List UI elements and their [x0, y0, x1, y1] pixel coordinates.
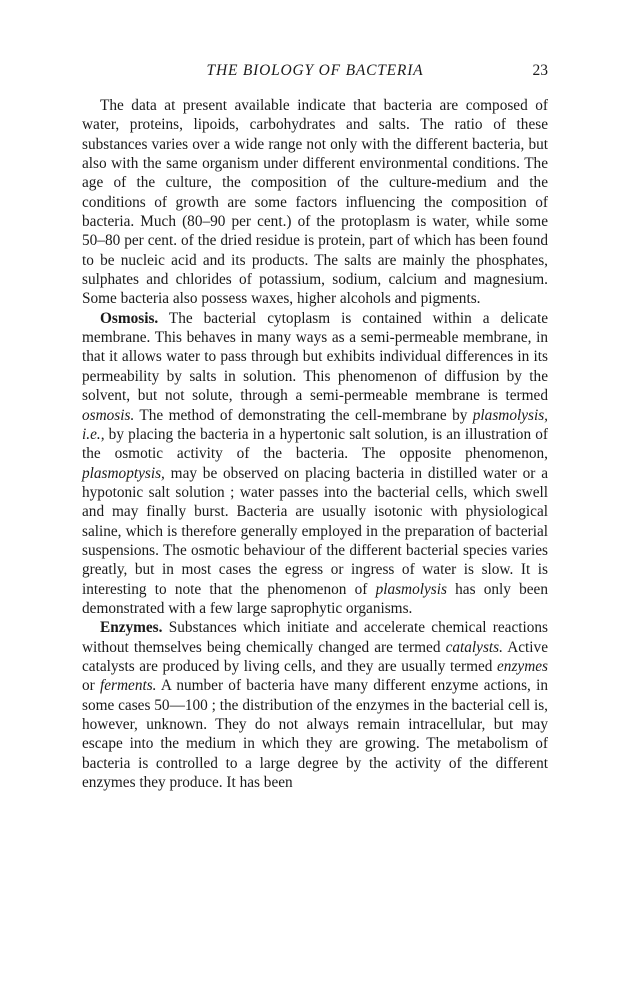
osmosis-text-1: The bacterial cytoplasm is contained within a delicate membrane. This behaves in many ways as a semi-permeable membrane, in that it allows water to pass through but exhibits individual differences in its permeability by salts in solution. This phenomenon of diffusion by the solvent, but not solute, through a semi-permeable membrane is termed — [82, 309, 548, 405]
term-catalysts: catalysts. — [445, 638, 503, 656]
term-plasmoptysis: plasmoptysis, — [82, 464, 165, 482]
osmosis-text-3: by placing the bacteria in a hypertonic salt solution, is an illustration of the osmotic activity of the bacteria. The opposite phenomenon, — [82, 425, 548, 463]
term-plasmolysis: plasmolysis — [375, 580, 447, 598]
enzymes-text-3: or — [82, 677, 100, 695]
page-number: 23 — [532, 62, 548, 79]
running-title: THE BIOLOGY OF BACTERIA — [206, 62, 424, 79]
section-heading-osmosis: Osmosis. — [100, 309, 159, 327]
paragraph-enzymes — [82, 618, 548, 792]
enzymes-text-4: A number of bacteria have many different enzyme actions, in some cases 50—100 ; the distribution of the enzymes in the bacterial cell is, however, unknown. They do not always remain intracellular, but may escape into the medium in which they are growing. The metabolism of bacteria is controlled to a large degree by the activity of the different enzymes they produce. It has been — [82, 677, 548, 792]
section-heading-enzymes: Enzymes. — [100, 619, 163, 637]
term-ferments: ferments. — [99, 677, 157, 695]
enzymes-text-2: Active catalysts are produced by living cells, and they are usually termed — [82, 638, 548, 675]
paragraph-composition — [82, 96, 548, 309]
paragraph-osmosis — [82, 309, 548, 619]
term-enzymes: enzymes — [497, 657, 548, 675]
osmosis-text-2: The method of demonstrating the cell-membrane by — [134, 406, 473, 424]
term-osmosis: osmosis. — [82, 406, 135, 424]
running-head — [82, 62, 548, 84]
osmosis-text-4: may be observed on placing bacteria in distilled water or a hypotonic salt solution ; water passes into the bacterial cells, which swell and may finally burst. Bacteria are usually isotonic with physiological saline, which is therefore generally employed in the preparation of bacterial suspensions. The osmotic behaviour of the different bacterial species varies greatly, but in most cases the egress or ingress of water is slow. It is interesting to note that the phenomenon of — [82, 464, 548, 598]
osmosis-text-5: has only been demonstrated with a few large saprophytic organisms. — [82, 580, 548, 617]
book-page — [82, 62, 548, 792]
term-plasmolysis-ie: plasmolysis, i.e., — [82, 406, 548, 443]
paragraph-composition-text: The data at present available indicate that bacteria are composed of water, proteins, lipoids, carbohydrates and salts. The ratio of these substances varies over a wide range not only with the different bacteria, but also with the same organism under different environmental conditions. The age of the culture, the composition of the culture-medium and the conditions of growth are some factors influencing the composition of bacteria. Much (80–90 per cent.) of the protoplasm is water, while some 50–80 per cent. of the dried residue is protein, part of which has been found to be nucleic acid and its products. The salts are mainly the phosphates, sulphates and chlorides of potassium, sodium, calcium and magnesium. Some bacteria also possess waxes, higher alcohols and pigments. — [82, 97, 548, 308]
enzymes-text-1: Substances which initiate and accelerate chemical reactions without themselves being chemically changed are termed — [82, 619, 548, 656]
